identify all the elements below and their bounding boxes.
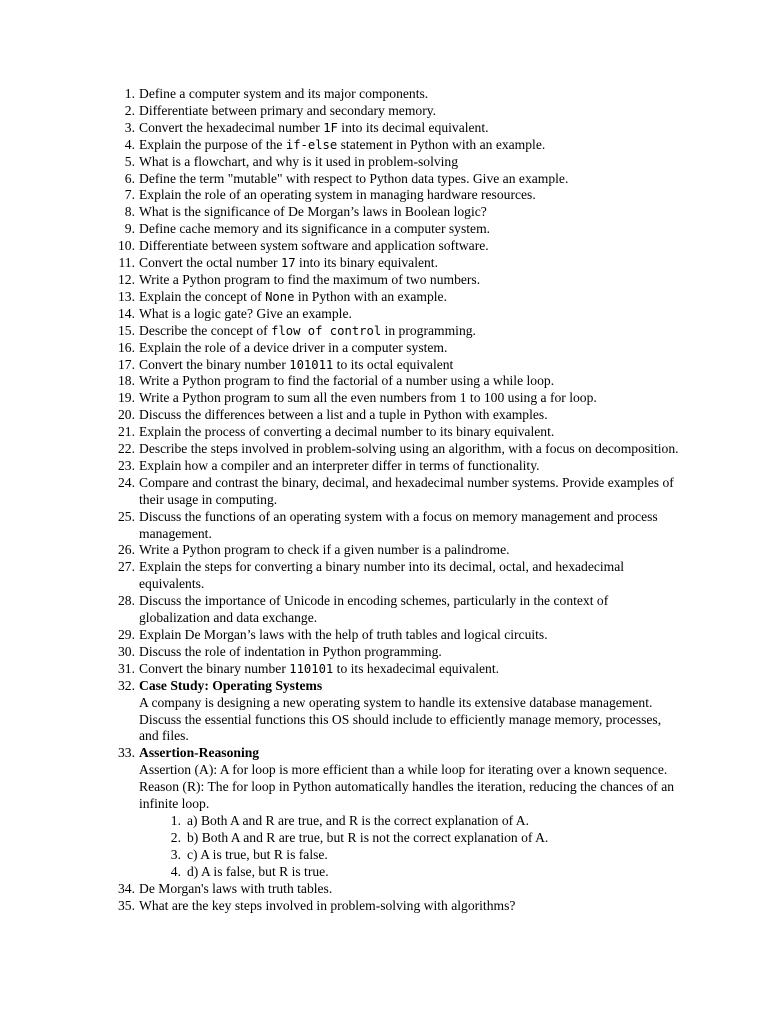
text-run: Convert the binary number: [139, 660, 290, 676]
item-number: 32.: [118, 677, 135, 693]
item-number: 27.: [118, 559, 135, 575]
inline-code: 17: [280, 256, 296, 271]
text-run: Explain the role of an operating system in managing hardware resources.: [139, 187, 536, 203]
list-item: [0, 424, 768, 441]
item-number: 21.: [118, 424, 135, 440]
list-item: [0, 103, 768, 120]
text-run: What are the key steps involved in problem-solving with algorithms?: [139, 897, 516, 913]
item-text: [139, 542, 679, 559]
item-number: 3.: [124, 119, 135, 135]
list-item: [0, 644, 768, 661]
list-item: [0, 881, 768, 898]
item-text: [139, 340, 679, 357]
list-item: [0, 559, 768, 593]
text-run: Write a Python program to find the factorial of a number using a while loop.: [139, 373, 555, 389]
item-number: 16.: [118, 339, 135, 355]
item-text: [139, 221, 679, 238]
text-run: Explain how a compiler and an interpreter differ in terms of functionality.: [139, 457, 540, 473]
item-number: 31.: [118, 660, 135, 676]
list-item: [0, 86, 768, 103]
item-number: 33.: [118, 745, 135, 761]
list-item: [0, 678, 768, 746]
item-text: [139, 627, 679, 644]
option-text: c) A is true, but R is false.: [187, 846, 328, 862]
option-item: [0, 813, 768, 830]
item-number: 10.: [118, 238, 135, 254]
item-number: 22.: [118, 441, 135, 457]
list-item: [0, 373, 768, 390]
item-number: 17.: [118, 356, 135, 372]
list-item: [0, 272, 768, 289]
item-text: [139, 509, 679, 543]
option-text: d) A is false, but R is true.: [187, 863, 329, 879]
text-run: in Python with an example.: [294, 288, 447, 304]
item-text: [139, 120, 679, 137]
item-text: [139, 881, 679, 898]
list-item: [0, 661, 768, 678]
text-run: Discuss the role of indentation in Python programming.: [139, 643, 442, 659]
item-text: [139, 272, 679, 289]
item-text: [139, 103, 679, 120]
list-item: [0, 137, 768, 154]
list-item: [0, 542, 768, 559]
list-item: [0, 340, 768, 357]
text-run: Explain the process of converting a decimal number to its binary equivalent.: [139, 424, 555, 440]
item-text: [139, 475, 679, 509]
text-run: Convert the binary number: [139, 356, 290, 372]
text-run: Write a Python program to check if a given number is a palindrome.: [139, 542, 510, 558]
item-number: 4.: [124, 136, 135, 152]
item-text: [139, 255, 679, 272]
option-item: [0, 864, 768, 881]
list-item: [0, 306, 768, 323]
item-number: 2.: [124, 102, 135, 118]
inline-code: 1F: [323, 120, 338, 135]
item-number: 29.: [118, 627, 135, 642]
item-number: 8.: [124, 204, 135, 220]
item-text: [139, 171, 679, 188]
item-text: [139, 390, 679, 407]
list-item: [0, 745, 768, 813]
item-text: [139, 154, 679, 171]
item-text: [139, 441, 679, 458]
text-run: Describe the concept of: [139, 322, 272, 338]
list-item: [0, 221, 768, 238]
item-heading: Case Study: Operating Systems: [139, 677, 323, 693]
option-text: b) Both A and R are true, but R is not the correct explanation of A.: [187, 829, 549, 845]
option-number: 1.: [170, 812, 181, 828]
text-run: statement in Python with an example.: [337, 136, 546, 152]
inline-code: 101011: [289, 357, 334, 372]
item-text: [139, 661, 679, 678]
text-run: Explain De Morgan’s laws with the help of truth tables and logical circuits.: [139, 627, 548, 642]
list-item: [0, 390, 768, 407]
text-run: Convert the hexadecimal number: [139, 119, 324, 135]
text-run: Explain the role of a device driver in a computer system.: [139, 339, 448, 355]
text-run: to its octal equivalent: [333, 356, 454, 372]
item-number: 35.: [118, 897, 135, 913]
text-run: What is a logic gate? Give an example.: [139, 305, 352, 321]
list-item: [0, 171, 768, 188]
text-run: in programming.: [381, 322, 476, 338]
item-text: [139, 745, 679, 813]
list-item: [0, 120, 768, 137]
item-text: [139, 137, 679, 154]
list-item: [0, 593, 768, 627]
text-run: Discuss the functions of an operating system with a focus on memory management and process management.: [139, 508, 658, 541]
text-run: into its binary equivalent.: [295, 255, 438, 271]
item-text: [139, 593, 679, 627]
list-item: [0, 255, 768, 272]
list-item: [0, 627, 768, 644]
text-run: Discuss the importance of Unicode in encoding schemes, particularly in the context of globalization and data exchange.: [139, 593, 609, 626]
item-number: 30.: [118, 643, 135, 659]
text-run: into its decimal equivalent.: [337, 119, 489, 135]
item-text: [139, 373, 679, 390]
item-text: [139, 204, 679, 221]
option-number: 2.: [170, 829, 181, 845]
text-run: Define the term "mutable" with respect to Python data types. Give an example.: [139, 170, 569, 186]
inline-code: if-else: [285, 137, 338, 152]
item-number: 6.: [124, 170, 135, 186]
item-text: [139, 86, 679, 103]
item-text: [139, 898, 679, 915]
list-item: [0, 187, 768, 204]
item-number: 15.: [118, 322, 135, 338]
item-text: [139, 559, 679, 593]
item-text: [139, 289, 679, 306]
text-run: Write a Python program to find the maximum of two numbers.: [139, 271, 481, 287]
text-run: Explain the purpose of the: [139, 136, 286, 152]
option-number: 4.: [170, 863, 181, 879]
text-run: Differentiate between primary and secondary memory.: [139, 102, 437, 118]
item-description: Assertion (A): A for loop is more efficient than a while loop for iterating over a known sequence. Reason (R): The for loop in Python automatically handles the iteration, reducing the chances of an infinite loop.: [139, 762, 675, 812]
text-run: Compare and contrast the binary, decimal, and hexadecimal number systems. Provide examples of their usage in computing.: [139, 474, 674, 507]
list-item: [0, 204, 768, 221]
item-number: 14.: [118, 305, 135, 321]
text-run: to its hexadecimal equivalent.: [333, 660, 499, 676]
list-item: [0, 441, 768, 458]
item-description: A company is designing a new operating system to handle its extensive database management. Discuss the essential functions this OS should include to efficiently manage memory, processes, and files.: [139, 694, 662, 744]
list-item: [0, 238, 768, 255]
item-number: 28.: [118, 593, 135, 609]
item-number: 23.: [118, 457, 135, 473]
item-heading: Assertion-Reasoning: [139, 745, 260, 761]
item-number: 7.: [124, 187, 135, 203]
text-run: What is the significance of De Morgan’s laws in Boolean logic?: [139, 204, 487, 220]
item-number: 12.: [118, 271, 135, 287]
text-run: Convert the octal number: [139, 255, 281, 271]
text-run: Explain the steps for converting a binary number into its decimal, octal, and hexadecimal equivalents.: [139, 559, 625, 592]
item-number: 34.: [118, 880, 135, 896]
text-run: Describe the steps involved in problem-solving using an algorithm, with a focus on decomposition.: [139, 441, 679, 457]
list-item: [0, 898, 768, 915]
list-item: [0, 357, 768, 374]
text-run: Define cache memory and its significance in a computer system.: [139, 221, 491, 237]
list-item: [0, 323, 768, 340]
inline-code: None: [265, 289, 295, 304]
option-number: 3.: [170, 846, 181, 862]
text-run: De Morgan's laws with truth tables.: [139, 880, 333, 896]
item-number: 24.: [118, 474, 135, 490]
item-number: 20.: [118, 407, 135, 423]
list-item: [0, 154, 768, 171]
item-number: 26.: [118, 542, 135, 558]
item-text: [139, 407, 679, 424]
inline-code: flow of control: [271, 323, 382, 338]
list-item: [0, 509, 768, 543]
list-item: [0, 407, 768, 424]
item-text: [139, 424, 679, 441]
option-item: [0, 830, 768, 847]
item-number: 13.: [118, 288, 135, 304]
item-number: 19.: [118, 390, 135, 406]
item-text: [139, 323, 679, 340]
item-text: [139, 644, 679, 661]
option-text: a) Both A and R are true, and R is the correct explanation of A.: [187, 812, 530, 828]
item-text: [139, 357, 679, 374]
list-item: [0, 289, 768, 306]
item-text: [139, 306, 679, 323]
text-run: What is a flowchart, and why is it used in problem-solving: [139, 153, 459, 169]
item-number: 5.: [124, 153, 135, 169]
item-number: 25.: [118, 508, 135, 524]
item-number: 18.: [118, 373, 135, 389]
item-number: 9.: [124, 221, 135, 237]
option-item: [0, 847, 768, 864]
item-text: [139, 187, 679, 204]
text-run: Define a computer system and its major components.: [139, 86, 429, 101]
question-list: [0, 86, 768, 914]
list-item: [0, 475, 768, 509]
inline-code: 110101: [289, 661, 334, 676]
item-text: [139, 678, 679, 746]
list-item: [0, 458, 768, 475]
item-number: 11.: [118, 255, 135, 271]
text-run: Differentiate between system software and application software.: [139, 238, 489, 254]
text-run: Explain the concept of: [139, 288, 266, 304]
text-run: Discuss the differences between a list and a tuple in Python with examples.: [139, 407, 548, 423]
item-text: [139, 458, 679, 475]
item-number: 1.: [124, 86, 135, 101]
item-text: [139, 238, 679, 255]
text-run: Write a Python program to sum all the even numbers from 1 to 100 using a for loop.: [139, 390, 597, 406]
